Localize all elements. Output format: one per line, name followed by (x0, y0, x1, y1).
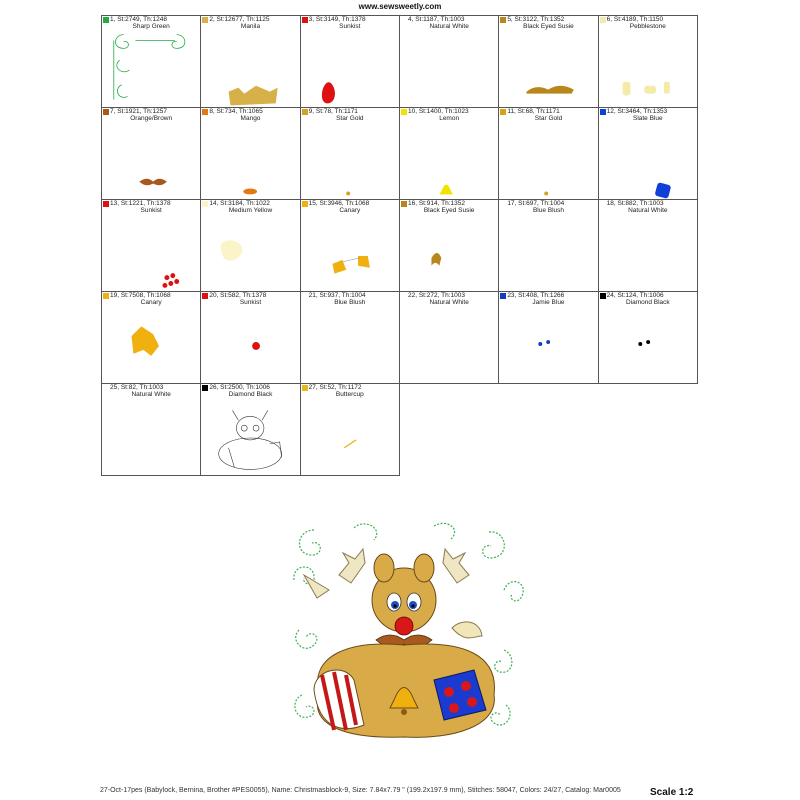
thread-thumbnail (201, 398, 299, 476)
design-info: 27-Oct-17pes (Babylock, Bernina, Brother #PES0055), Name: Christmasblock-9, Size: 7.84x7.79 " (199.2x197.9 mm), Stitches: 58047, Colors: 24/27, Catalog: Mar0005 (100, 787, 621, 794)
thread-block (201, 292, 300, 384)
thread-stats: 13, St:1221, Th:1378 (110, 200, 171, 207)
thread-block (102, 16, 201, 108)
thread-thumbnail (599, 30, 697, 108)
thread-block (599, 292, 698, 384)
thread-thumbnail (301, 214, 399, 292)
thread-block (201, 108, 300, 200)
thread-stats: 2, St:12677, Th:1125 (209, 16, 270, 23)
thread-thumbnail (201, 122, 299, 200)
thread-name: Sharp Green (132, 23, 170, 30)
thread-stats: 20, St:582, Th:1378 (209, 292, 267, 299)
thread-name: Natural White (628, 207, 668, 214)
thread-stats: 16, St:914, Th:1352 (407, 200, 465, 207)
thread-name: Sunkist (140, 207, 162, 214)
thread-thumbnail (102, 122, 200, 200)
thread-stats: 19, St:7508, Th:1068 (110, 292, 171, 299)
thread-name: Diamond Black (625, 299, 670, 306)
thread-block (102, 108, 201, 200)
thread-stats: 1, St:2749, Th:1248 (110, 16, 167, 23)
thread-thumbnail (400, 306, 498, 384)
thread-stats: 22, St:272, Th:1003 (407, 292, 465, 299)
thread-name: Black Eyed Susie (423, 207, 475, 214)
thread-thumbnail (400, 214, 498, 292)
thread-name: Slate Blue (632, 115, 663, 122)
thread-stats: 26, St:2500, Th:1006 (209, 384, 270, 391)
thread-thumbnail (400, 122, 498, 200)
thread-name: Natural White (429, 23, 469, 30)
thread-thumbnail (499, 214, 597, 292)
thread-block (301, 16, 400, 108)
thread-thumbnail (201, 306, 299, 384)
thread-thumbnail (599, 122, 697, 200)
thread-name: Canary (339, 207, 361, 214)
thread-thumbnail (499, 306, 597, 384)
thread-name: Blue Blush (334, 299, 366, 306)
thread-thumbnail (499, 30, 597, 108)
thread-name: Natural White (131, 391, 171, 398)
thread-name: Black Eyed Susie (523, 23, 574, 30)
thread-block (599, 200, 698, 292)
thread-stats: 15, St:3946, Th:1068 (308, 200, 370, 207)
thread-block-grid (101, 15, 698, 476)
thread-stats: 23, St:408, Th:1266 (507, 292, 565, 299)
thread-block (201, 384, 300, 476)
thread-block (400, 292, 499, 384)
thread-thumbnail (301, 398, 399, 476)
thread-thumbnail (599, 214, 697, 292)
thread-name: Mango (240, 115, 261, 122)
thread-stats: 21, St:937, Th:1004 (308, 292, 366, 299)
thread-stats: 4, St:1187, Th:1003 (407, 16, 465, 23)
thread-thumbnail (301, 122, 399, 200)
thread-stats: 5, St:3122, Th:1352 (507, 16, 565, 23)
thread-block (201, 200, 300, 292)
thread-thumbnail (201, 30, 299, 108)
thread-name: Pebblestone (629, 23, 666, 30)
thread-block (301, 108, 400, 200)
thread-name: Star Gold (336, 115, 364, 122)
thread-thumbnail (499, 122, 597, 200)
thread-thumbnail (102, 306, 200, 384)
thread-stats: 18, St:882, Th:1003 (606, 200, 664, 207)
scale-label: Scale 1:2 (650, 787, 694, 798)
thread-name: Sunkist (239, 299, 262, 306)
thread-name: Jamie Blue (532, 299, 565, 306)
thread-stats: 14, St:3184, Th:1022 (209, 200, 270, 207)
thread-name: Sunkist (339, 23, 361, 30)
thread-block (400, 16, 499, 108)
design-preview (284, 520, 524, 760)
thread-thumbnail (102, 214, 200, 292)
thread-name: Medium Yellow (228, 207, 273, 214)
thread-block (301, 292, 400, 384)
thread-name: Star Gold (534, 115, 563, 122)
thread-stats: 7, St:1921, Th:1257 (110, 108, 167, 115)
thread-thumbnail (400, 30, 498, 108)
thread-block (301, 384, 400, 476)
thread-stats: 10, St:1400, Th:1023 (407, 108, 469, 115)
thread-thumbnail (102, 398, 200, 476)
thread-block (102, 200, 201, 292)
thread-stats: 24, St:124, Th:1006 (606, 292, 664, 299)
thread-stats: 12, St:3464, Th:1353 (606, 108, 668, 115)
thread-name: Diamond Black (228, 391, 273, 398)
thread-block (400, 108, 499, 200)
thread-stats: 6, St:4189, Th:1150 (606, 16, 664, 23)
thread-block (499, 108, 598, 200)
thread-thumbnail (301, 30, 399, 108)
thread-block (599, 16, 698, 108)
thread-name: Manila (240, 23, 261, 30)
thread-block (499, 200, 598, 292)
thread-thumbnail (301, 306, 399, 384)
thread-stats: 25, St:82, Th:1003 (110, 384, 164, 391)
thread-block (499, 292, 598, 384)
thread-block (499, 16, 598, 108)
thread-block (400, 200, 499, 292)
thread-stats: 27, St:52, Th:1172 (308, 384, 362, 391)
thread-name: Lemon (439, 115, 460, 122)
thread-name: Canary (140, 299, 162, 306)
thread-block (102, 292, 201, 384)
thread-name: Orange/Brown (130, 115, 173, 122)
thread-block (102, 384, 201, 476)
thread-stats: 17, St:697, Th:1004 (507, 200, 565, 207)
thread-name: Blue Blush (532, 207, 565, 214)
thread-thumbnail (599, 306, 697, 384)
thread-thumbnail (201, 214, 299, 292)
thread-stats: 8, St:734, Th:1065 (209, 108, 263, 115)
thread-block (301, 200, 400, 292)
thread-block (599, 108, 698, 200)
thread-name: Buttercup (335, 391, 364, 398)
thread-block (201, 16, 300, 108)
thread-stats: 9, St:78, Th:1171 (308, 108, 358, 115)
thread-stats: 3, St:3149, Th:1378 (308, 16, 366, 23)
thread-thumbnail (102, 30, 200, 108)
thread-stats: 11, St:68, Th:1171 (507, 108, 560, 115)
site-url: www.sewsweetly.com (358, 2, 442, 11)
thread-name: Natural White (429, 299, 469, 306)
